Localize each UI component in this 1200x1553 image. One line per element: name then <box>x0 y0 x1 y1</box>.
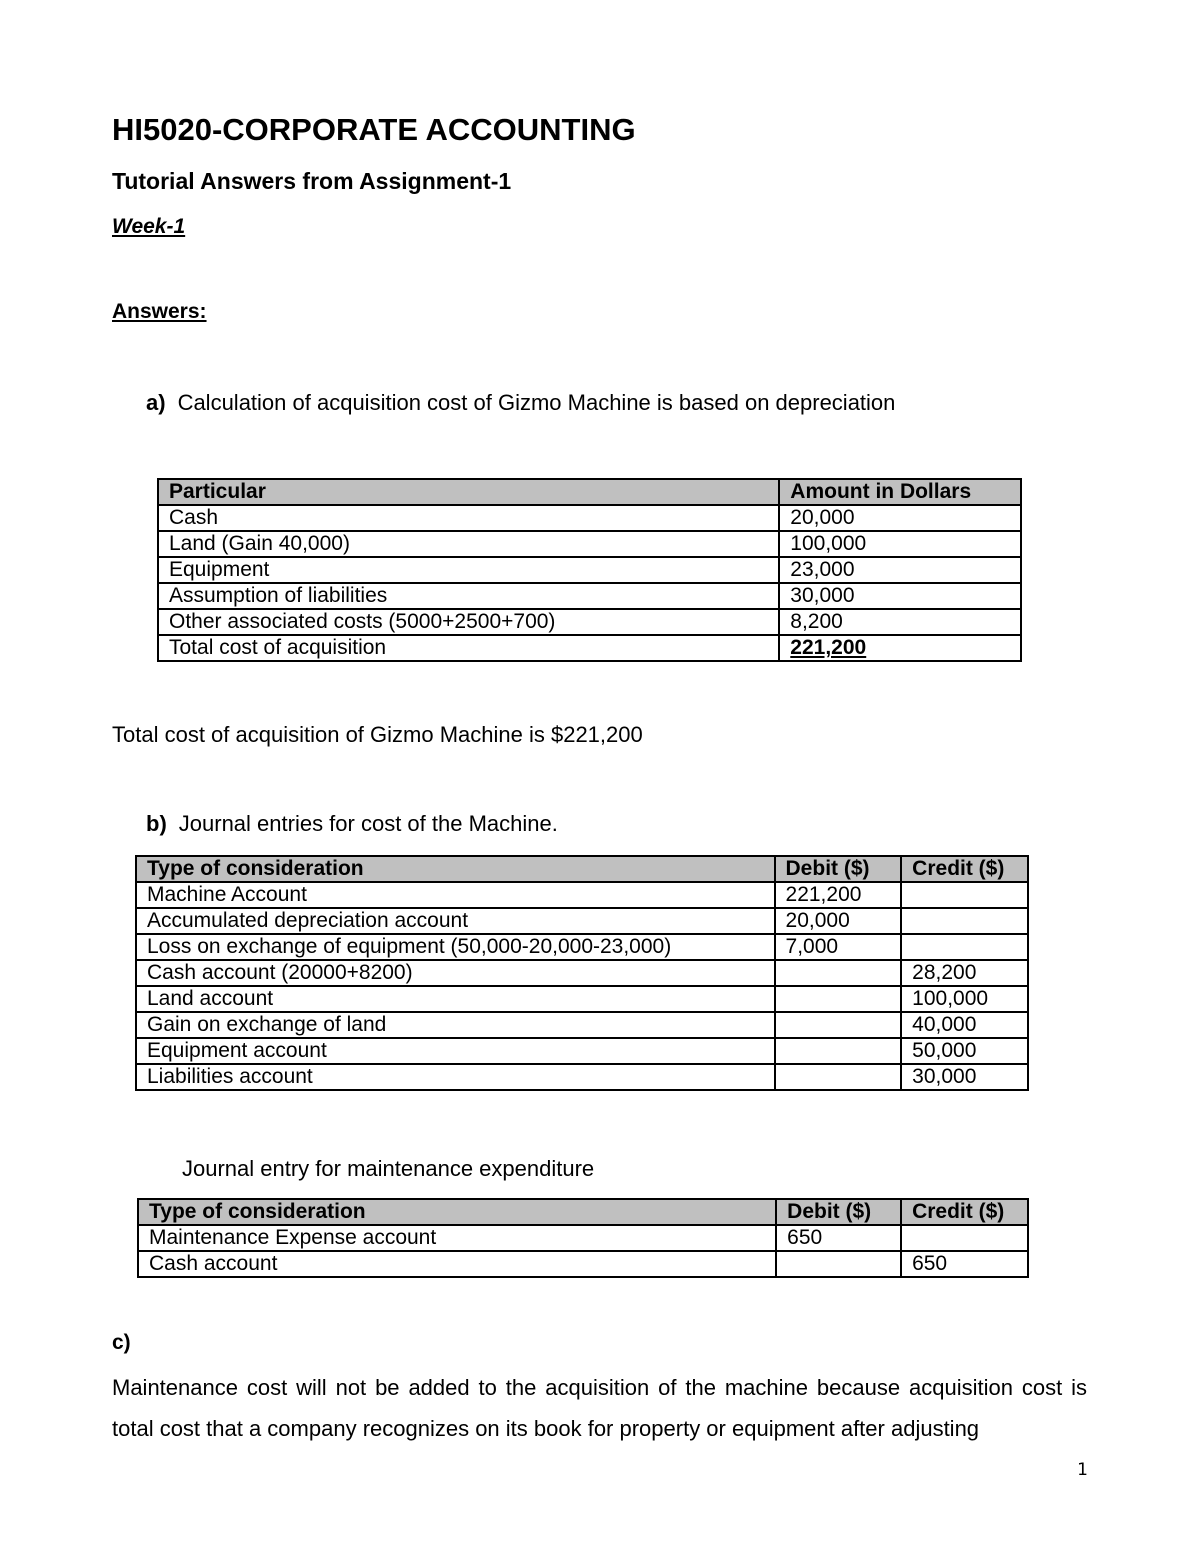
amount-cell: 20,000 <box>779 505 1021 531</box>
particular-cell: Other associated costs (5000+2500+700) <box>158 609 779 635</box>
table-row <box>136 986 1028 1012</box>
credit-cell: 50,000 <box>901 1038 1028 1064</box>
table-row <box>136 960 1028 986</box>
account-cell: Cash account (20000+8200) <box>136 960 775 986</box>
part-a-text: Calculation of acquisition cost of Gizmo Machine is based on depreciation <box>177 390 896 415</box>
account-cell: Maintenance Expense account <box>138 1225 776 1251</box>
credit-cell: 650 <box>901 1251 1028 1277</box>
debit-cell: 221,200 <box>775 882 902 908</box>
page-number: 1 <box>1077 1460 1088 1480</box>
table-row <box>136 908 1028 934</box>
column-header-debit: Debit ($) <box>775 856 902 882</box>
amount-cell: 100,000 <box>779 531 1021 557</box>
maintenance-journal-table <box>137 1198 1029 1278</box>
table-row <box>158 557 1021 583</box>
table-header-row <box>158 479 1021 505</box>
credit-cell: 100,000 <box>901 986 1028 1012</box>
acquisition-summary: Total cost of acquisition of Gizmo Machine is $221,200 <box>112 722 643 747</box>
debit-cell: 650 <box>776 1225 901 1251</box>
week-heading: Week-1 <box>112 215 186 238</box>
debit-cell <box>775 1038 902 1064</box>
document-title: HI5020-CORPORATE ACCOUNTING <box>112 112 636 147</box>
debit-cell: 7,000 <box>775 934 902 960</box>
debit-cell <box>775 986 902 1012</box>
credit-cell <box>901 882 1028 908</box>
account-cell: Gain on exchange of land <box>136 1012 775 1038</box>
account-cell: Accumulated depreciation account <box>136 908 775 934</box>
part-c-label: c) <box>112 1331 131 1354</box>
account-cell: Land account <box>136 986 775 1012</box>
debit-cell <box>775 1064 902 1090</box>
table-row <box>136 1038 1028 1064</box>
part-b-question <box>146 811 558 837</box>
debit-cell <box>775 960 902 986</box>
acquisition-cost-table <box>157 478 1022 662</box>
debit-cell: 20,000 <box>775 908 902 934</box>
account-cell: Cash account <box>138 1251 776 1277</box>
table-header-row <box>138 1199 1028 1225</box>
document-subtitle: Tutorial Answers from Assignment-1 <box>112 168 512 194</box>
credit-cell: 30,000 <box>901 1064 1028 1090</box>
column-header-amount: Amount in Dollars <box>779 479 1021 505</box>
account-cell: Equipment account <box>136 1038 775 1064</box>
credit-cell <box>901 934 1028 960</box>
credit-cell: 28,200 <box>901 960 1028 986</box>
table-row <box>136 934 1028 960</box>
credit-cell: 40,000 <box>901 1012 1028 1038</box>
table-row <box>138 1251 1028 1277</box>
amount-cell: 23,000 <box>779 557 1021 583</box>
particular-cell: Assumption of liabilities <box>158 583 779 609</box>
account-cell: Liabilities account <box>136 1064 775 1090</box>
particular-cell: Land (Gain 40,000) <box>158 531 779 557</box>
table-row <box>158 609 1021 635</box>
column-header-credit: Credit ($) <box>901 856 1028 882</box>
part-a-question <box>146 390 895 416</box>
credit-cell <box>901 1225 1028 1251</box>
maintenance-heading: Journal entry for maintenance expenditure <box>182 1156 595 1181</box>
debit-cell <box>776 1251 901 1277</box>
amount-cell: 8,200 <box>779 609 1021 635</box>
table-row <box>158 531 1021 557</box>
table-total-row <box>158 635 1021 661</box>
account-cell: Loss on exchange of equipment (50,000-20,000-23,000) <box>136 934 775 960</box>
credit-cell <box>901 908 1028 934</box>
column-header-consideration: Type of consideration <box>136 856 775 882</box>
total-amount-cell: 221,200 <box>779 635 1021 661</box>
column-header-credit: Credit ($) <box>901 1199 1028 1225</box>
total-label-cell: Total cost of acquisition <box>158 635 779 661</box>
part-b-label: b) <box>146 811 167 836</box>
table-row <box>158 505 1021 531</box>
column-header-debit: Debit ($) <box>776 1199 901 1225</box>
part-a-label: a) <box>146 390 166 415</box>
particular-cell: Cash <box>158 505 779 531</box>
debit-cell <box>775 1012 902 1038</box>
table-header-row <box>136 856 1028 882</box>
journal-entries-table <box>135 855 1029 1091</box>
particular-cell: Equipment <box>158 557 779 583</box>
column-header-consideration: Type of consideration <box>138 1199 776 1225</box>
column-header-particular: Particular <box>158 479 779 505</box>
table-row <box>136 1012 1028 1038</box>
table-row <box>136 1064 1028 1090</box>
table-row <box>138 1225 1028 1251</box>
part-b-text: Journal entries for cost of the Machine. <box>178 811 558 836</box>
account-cell: Machine Account <box>136 882 775 908</box>
amount-cell: 30,000 <box>779 583 1021 609</box>
part-c-paragraph: Maintenance cost will not be added to the acquisition of the machine because acquisition cost is total cost that a company recognizes on its book for property or equipment after adjusting <box>112 1375 1087 1441</box>
answers-heading: Answers: <box>112 300 207 323</box>
table-row <box>136 882 1028 908</box>
table-row <box>158 583 1021 609</box>
